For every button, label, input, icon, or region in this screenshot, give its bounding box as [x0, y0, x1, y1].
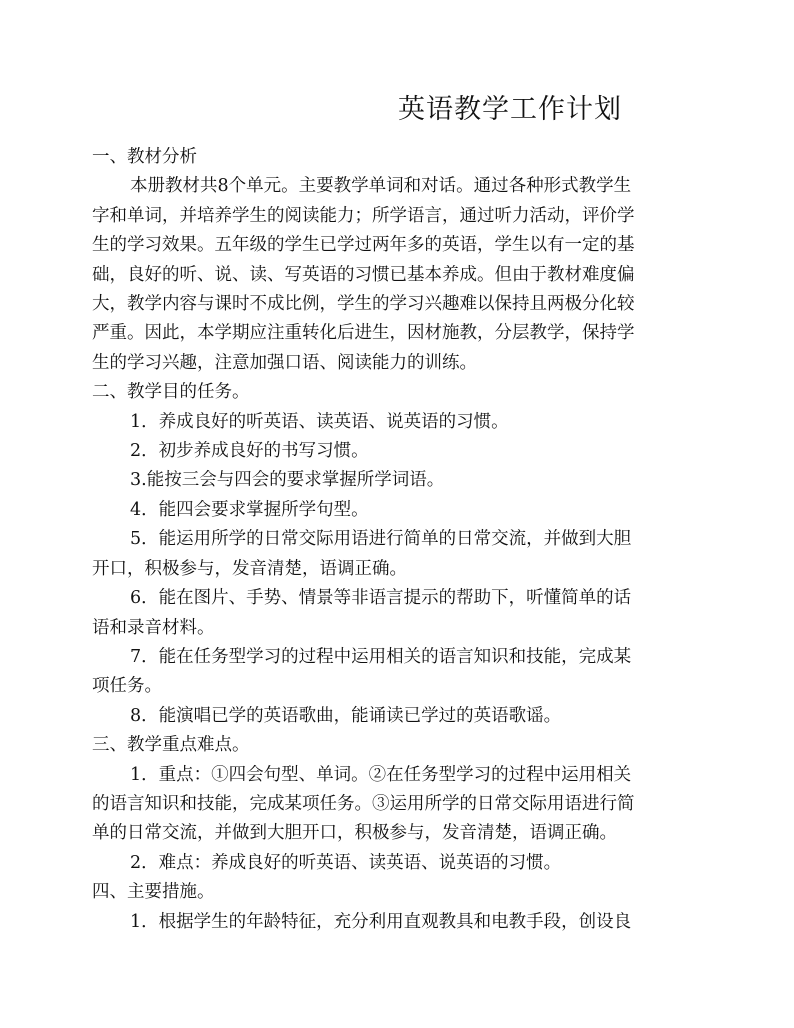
- text-line: 字和单词，并培养学生的阅读能力；所学语言，通过听力活动，评价学: [92, 205, 635, 226]
- document-body: [92, 143, 712, 937]
- text-line: 3.能按三会与四会的要求掌握所学词语。: [130, 470, 445, 491]
- text-line: 二、教学目的任务。: [92, 382, 250, 403]
- text-line: 大，教学内容与课时不成比例，学生的学习兴趣难以保持且两极分化较: [92, 294, 635, 315]
- text-line: 项任务。: [92, 676, 162, 697]
- text-line: 本册教材共8个单元。主要教学单词和对话。通过各种形式教学生: [130, 176, 632, 197]
- document-title: 英语教学工作计划: [398, 94, 622, 125]
- text-line: 四、主要措施。: [92, 882, 215, 903]
- text-line: 础，良好的听、说、读、写英语的习惯已基本养成。但由于教材难度偏: [92, 264, 635, 285]
- text-line: 单的日常交流，并做到大胆开口，积极参与，发音清楚，语调正确。: [92, 823, 617, 844]
- text-line: 5．能运用所学的日常交际用语进行简单的日常交流，并做到大胆: [130, 529, 632, 550]
- text-line: 6．能在图片、手势、情景等非语言提示的帮助下，听懂简单的话: [130, 588, 632, 609]
- text-line: 三、教学重点难点。: [92, 735, 250, 756]
- text-line: 4．能四会要求掌握所学句型。: [130, 499, 369, 520]
- text-line: 7．能在任务型学习的过程中运用相关的语言知识和技能，完成某: [130, 646, 632, 667]
- text-line: 一、教材分析: [92, 147, 197, 167]
- text-line: 1．根据学生的年龄特征，充分利用直观教具和电教手段，创设良: [130, 911, 632, 932]
- text-line: 2．初步养成良好的书写习惯。: [130, 441, 369, 462]
- text-line: 8．能演唱已学的英语歌曲，能诵读已学过的英语歌谣。: [130, 705, 562, 726]
- text-line: 开口，积极参与，发音清楚，语调正确。: [92, 558, 407, 579]
- text-line: 的语言知识和技能，完成某项任务。③运用所学的日常交际用语进行简: [92, 793, 635, 814]
- text-line: 1．养成良好的听英语、读英语、说英语的习惯。: [130, 411, 509, 432]
- text-line: 生的学习效果。五年级的学生已学过两年多的英语，学生以有一定的基: [92, 235, 635, 256]
- text-line: 2．难点：养成良好的听英语、读英语、说英语的习惯。: [130, 852, 562, 873]
- text-line: 语和录音材料。: [92, 617, 215, 638]
- text-line: 生的学习兴趣，注意加强口语、阅读能力的训练。: [92, 352, 477, 373]
- text-line: 1．重点：①四会句型、单词。②在任务型学习的过程中运用相关: [130, 764, 632, 785]
- text-line: 严重。因此，本学期应注重转化后进生，因材施教，分层教学，保持学: [92, 323, 635, 344]
